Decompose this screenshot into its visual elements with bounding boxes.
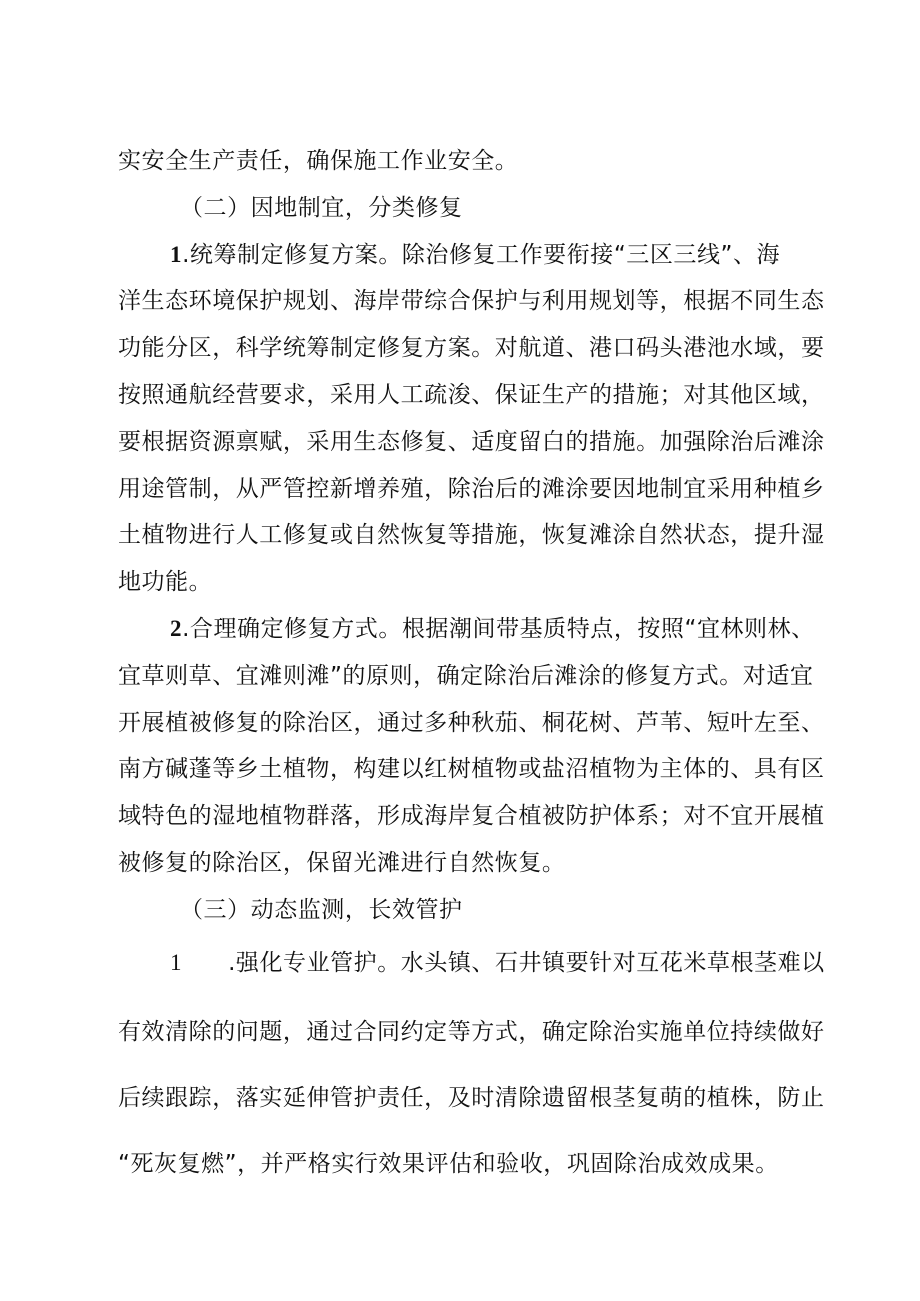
text-line: 域特色的湿地植物群落，形成海岸复合植被防护体系；对不宜开展植 bbox=[118, 803, 825, 829]
text-span: .强化专业管护。水头镇、石井镇要针对互花米草根茎难以 bbox=[228, 950, 825, 976]
text-line: 宜草则草、宜滩则滩”的原则，确定除治后滩涂的修复方式。对适宜 bbox=[118, 663, 814, 689]
text-line: 用途管制，从严管控新增养殖，除治后的滩涂要因地制宜采用种植乡 bbox=[118, 476, 825, 502]
text-line: “死灰复燃”，并严格实行效果评估和验收，巩固除治成效成果。 bbox=[118, 1151, 779, 1177]
text-span: .统筹制定修复方案。除治修复工作要衔接“三区三线”、海 bbox=[182, 242, 781, 268]
text-line: 实安全生产责任，确保施工作业安全。 bbox=[118, 148, 519, 174]
item-number: 1 bbox=[170, 950, 183, 975]
paragraph-first-line bbox=[170, 948, 825, 978]
text-line: 开展植被修复的除治区，通过多种秋茄、桐花树、芦苇、短叶左至、 bbox=[118, 710, 825, 736]
item-number: 2 bbox=[170, 616, 183, 641]
text-line: 有效清除的问题，通过合同约定等方式，确定除治实施单位持续做好 bbox=[118, 1019, 825, 1045]
text-line: 按照通航经营要求，采用人工疏浚、保证生产的措施；对其他区域， bbox=[118, 382, 825, 408]
item-number: 1 bbox=[170, 242, 183, 267]
text-line: 后续跟踪，落实延伸管护责任，及时清除遗留根茎复萌的植株，防止 bbox=[118, 1085, 825, 1111]
text-line: 洋生态环境保护规划、海岸带综合保护与利用规划等，根据不同生态 bbox=[118, 288, 825, 314]
text-line: 功能分区，科学统筹制定修复方案。对航道、港口码头港池水域，要 bbox=[118, 335, 825, 361]
text-line: 土植物进行人工修复或自然恢复等措施，恢复滩涂自然状态，提升湿 bbox=[118, 522, 825, 548]
text-span: .合理确定修复方式。根据潮间带基质特点，按照“宜林则林、 bbox=[182, 616, 815, 642]
paragraph-first-line bbox=[170, 614, 815, 644]
paragraph-first-line bbox=[170, 240, 780, 270]
text-line: 地功能。 bbox=[118, 569, 213, 595]
text-line: 南方碱蓬等乡土植物，构建以红树植物或盐沼植物为主体的、具有区 bbox=[118, 756, 825, 782]
section-heading: （三）动态监测，长效管护 bbox=[180, 897, 463, 923]
text-line: 被修复的除治区，保留光滩进行自然恢复。 bbox=[118, 850, 566, 876]
text-line: 要根据资源禀赋，采用生态修复、适度留白的措施。加强除治后滩涂 bbox=[118, 429, 825, 455]
section-heading: （二）因地制宜，分类修复 bbox=[180, 195, 463, 221]
